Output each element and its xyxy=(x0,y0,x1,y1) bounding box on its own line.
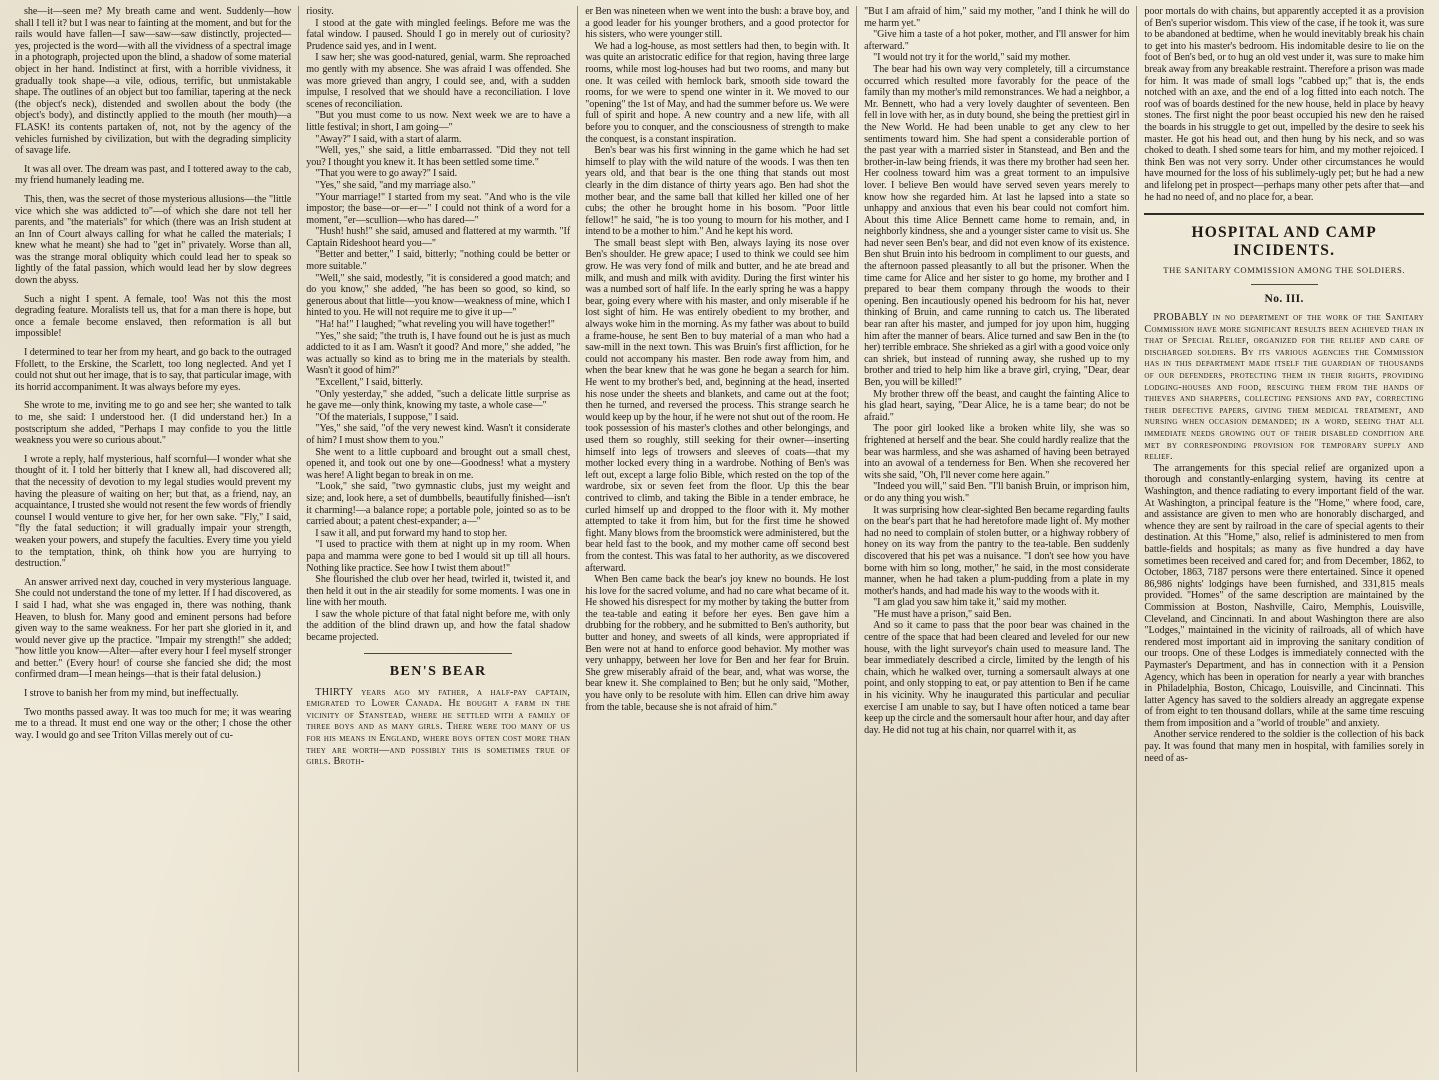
paragraph: "He must have a prison," said Ben. xyxy=(873,608,1012,620)
paragraph: "Your marriage!" I started from my seat. "And who is the vile impostor; the base—or—er—" I could not think of a word for a moment, "er—scullion—who has dared—" xyxy=(306,191,571,226)
paragraph: Ben's bear was his first winning in the game which he had set himself to play with the wild nature of the woods. I was then ten years old, and that bear is the one thing that stands out most clearly in the dim distance of thirty years ago. Ben had shot the mother bear, and the same ball that killed her killed one of her cubs; the other he brought home in his bosom. "Poor little fellow!" he said, "he is too young to mourn for his mother, and I intend to be a mother to him." And he kept his word. xyxy=(585,145,850,238)
paragraph: The poor girl looked like a broken white lily, she was so frightened at herself and the bear. She could hardly realize that the bear was harmless, and she was ashamed of having been betrayed into an avowal of a tenderness for Ben. When she recovered her wits she said, "Oh, I'll never come here again." xyxy=(864,423,1130,481)
section-title: HOSPITAL AND CAMP INCIDENTS. xyxy=(1191,224,1377,260)
paragraph: I saw it all, and put forward my hand to stop her. xyxy=(315,527,508,539)
paragraph: The bear had his own way very completely, till a circumstance occurred which resulted more favorably for the peace of the family than my mother's mild remonstrances. We had a neighbor, a Mr. Bennett, who had a very lovely daughter of seventeen. Ben fell in love with her, as in duty bound, she being the prettiest girl in the New World. He had been unable to get any clew to her sentiments toward him. She had spent a considerable portion of the past year with a married sister in Stanstead, and Ben and the brother-in-law being friends, it was there my brother had seen her. Her coolness toward him was a great torment to an impulsive lover. I believe Ben would have served seven years merely to know how she regarded him. At last he lapsed into a state so unhappy and anxious that even his bear could not comfort him. About this time Alice Bennett came home to remain, and, in neighborly kindness, she and a younger sister came to visit us. She had never seen Ben's bear, and did not even know of its existence. Ben shut Bruin into his bedroom in compliment to our guests, and the afternoon passed pleasantly to all but the prisoner. When the time came for Alice and her sister to go home, my brother and I prepared to bear them company through the woods to their opening. Ben incautiously opened his bedroom for his hat, never thinking of Bruin, and came running to catch us. The liberated bear ran after his master, and jumped for joy upon him, hugging him after the manner of bears. Alice turned and saw Ben in the (to her) terrible embrace. She shrieked as a girl with a good voice only can shriek, but instead of running away, she rushed up to my brother and tried to help him like a brave girl, crying, "Dear, dear Ben, you will be killed!" xyxy=(864,63,1130,388)
paragraph: And so it came to pass that the poor bear was chained in the centre of the space that had been cleared and leveled for our new house, with the light surveyor's chain used to measure land. The bear immediately described a circle, limited by the length of his chain, which he walked over, turning a somersault always at one point, and only stopping to eat, or pay attention to Ben if he came in his vicinity. Why he inaugurated this particular and peculiar exercise I am unable to say, but I have often noticed a tame bear keep up the circle and the somersault hour after hour, and day after day. He did not tug at his chain, nor quarrel with it, as xyxy=(864,620,1130,736)
paragraph: "Well," she said, modestly, "it is considered a good match; and do you know," she added, "he has been so good, so kind, so generous about that little—you know—weakness of mine, which I hinted to you. He will not require me to give it up—" xyxy=(306,272,571,319)
divider xyxy=(1251,284,1318,285)
column-4 xyxy=(856,6,1136,1072)
section-number: No. III. xyxy=(1264,293,1304,306)
paragraph: poor mortals do with chains, but apparently accepted it as a provision of Ben's superior wisdom. This view of the case, if he took it, was sure to be abandoned at bedtime, when he would inevitably break his chain to get into his master's bedroom. His indomitable desire to lie on the foot of Ben's bed, or to hug an old vest under it, was sure to make him break away from any breakable restraint. Therefore a prison was made for him. It was made of small logs "cabbed up;" that is, the ends notched with an axe, and the end of a log fitted into each notch. The roof was of boards destined for the new house, held in place by heavy stones. The first night the poor beast occupied his new den he raised the boards in his struggle to get out, impelled by the desire to seek his master. He got his head out, and then hung by his neck, and so was choked to death. I shed some tears for him, and my mother rejoiced. I think Ben was not very sorry. Under other circumstances he would have mourned for the loss of his sublimely-ugly pet; but he had a new and lifelong pet in prospect—perhaps many other pets after that—and he had no need of, and no place for, a bear. xyxy=(1144,6,1424,203)
paragraph: She wrote to me, inviting me to go and see her; she wanted to talk to me, she said: I understood her. (I did understand her.) In a postscriptum she added, "Perhaps I may confide to you the little weakness you were so curious about." xyxy=(15,400,292,447)
paragraph: "Excellent," I said, bitterly. xyxy=(315,377,423,388)
paragraph: "Better and better," I said, bitterly; "nothing could be better or more suitable." xyxy=(306,249,571,273)
paragraph: An answer arrived next day, couched in very mysterious language. She could not understand the tone of my letter. If I had discovered, as I said I had, what she was engaged in, there was nothing, thank Heaven, to blush for. Many good and eminent persons had before given way to the same weakness. For her part she gloried in it, and would never give up the practice. "Impair my strength!" she added; "how little you know—Alter—after every hour I feel myself stronger and better." (Every hour! of course she fancied she did; the most confirmed dram—I mean heings—that is their fatal delusion.) xyxy=(15,576,292,681)
paragraph: THIRTY years ago my father, a half-pay captain, emigrated to Lower Canada. He bought a farm in the vicinity of Stanstead, where he settled with a family of three boys and as many girls. There were too many of us for his means in England, where boys often cost more than they are worth—and possibly this is sometimes true of girls. Broth- xyxy=(306,686,571,768)
column-2 xyxy=(298,6,577,1072)
paragraph: "I used to practice with them at night up in my room. When papa and mamma were gone to bed I would sit up till all hours. Nothing like practice. See how I twist them about!" xyxy=(306,539,571,574)
paragraph: "Yes," she said; "the truth is, I have found out he is just as much addicted to it as I am. Wasn't it good? And more," she added, "he was actually so kind as to bring me in the materials by stealth. Wasn't it good of him?" xyxy=(306,330,571,377)
paragraph: "Yes," she said, "and my marriage also." xyxy=(315,179,476,191)
paragraph: I wrote a reply, half mysterious, half scornful—I wonder what she thought of it. I told her bitterly that I knew all, had discovered all; that the necessity of devotion to my legal studies would prevent my having the pleasure of waiting on her; but that, as a friend, nay, an acquaintance, I trusted she would not resent the few words of friendly counsel I would venture to give her, for her own sake. "Fly," I said, "fly the fatal seduction; it will gradually impair your strength, weaken your powers, and stupefy the faculties. Every time you yield to the temptation, think, oh think how you are hurrying to destruction." xyxy=(15,453,292,570)
column-5 xyxy=(1136,6,1431,1072)
paragraph: "But you must come to us now. Next week we are to have a little festival; in short, I am going—" xyxy=(306,110,571,133)
paragraph: "Well, yes," she said, a little embarrassed. "Did they not tell you? I thought you knew it. It has been settled some time." xyxy=(306,145,571,168)
divider xyxy=(364,653,512,654)
paragraph: Another service rendered to the soldier is the collection of his back pay. It was found that many men in hospital, with families sorely in need of as- xyxy=(1144,729,1424,764)
paragraph: I stood at the gate with mingled feelings. Before me was the fatal window. I paused. Should I go in merely out of curiosity? Prudence said yes, and in I went. xyxy=(306,17,571,52)
paragraph: "That you were to go away?" I said. xyxy=(315,168,458,180)
paragraph: "Hush! hush!" she said, amused and flattered at my warmth. "If Captain Rideshoot heard you—" xyxy=(306,226,571,249)
paragraph: "Of the materials, I suppose," I said. xyxy=(315,411,459,423)
paragraph: "Look," she said, "two gymnastic clubs, just my weight and size; and, look here, a set of dumbbells, beautifully finished—isn't it charming!—a balance rope; a portable pole, jointed so as to be carried about; a patent chest-expander; a—" xyxy=(306,481,571,528)
paragraph: I saw the whole picture of that fatal night before me, with only the addition of the blind drawn up, and how the fatal shadow became projected. xyxy=(306,608,571,644)
paragraph: It was all over. The dream was past, and I tottered away to the cab, my friend humanely leading me. xyxy=(15,163,292,187)
paragraph: The small beast slept with Ben, always laying its nose over Ben's shoulder. He grew apace; I used to think we could see him grow. He was very fond of milk and butter, and he ate bread and milk, and mush and milk with avidity. During the first winter his was a numbed sort of half life. In the early spring he was a happy bear, going every where with his master, and only miserable if he lost sight of him. He was entirely obedient to my brother, and always woke him in the morning. As my father was about to build a frame-house, he sent Ben to buy material of a man who had a saw-mill in the next town. This was Bruin's first affliction, for he could not accompany his master. Ben rode away from him, and when the bear knew that he was gone he began a search for him. He went to my brother's bed, and, beginning at the head, inserted his nose under the sheets and blankets, and came out at the foot; then he turned, and reversed the process. This strange search he would keep up by the hour, if he were not shut out of the room. He took possession of his master's clothes and other belongings, and used them so roughly, still seeking for their owner—inserting himself into legs of trowsers and sleeves of coats—that my mother locked every thing in a wardrobe. Nothing of Ben's was left out, except a large folio Bible, which rested on the top of the wardrobe, six or seven feet from the floor. Up this the bear contrived to climb, and taking the Bible in a tender embrace, he curled himself up and dropped to the floor with it. My mother attempted to take it from him, but for the first time he showed fight. Many blows from the broomstick were administered, but the bear held fast to the book, and my mother came off second best from the contest. This was fatal to her authority, as we discovered afterward. xyxy=(585,237,850,574)
section-subtitle: THE SANITARY COMMISSION AMONG THE SOLDIERS. xyxy=(1163,265,1406,276)
column-1 xyxy=(8,6,298,1072)
paragraph: "But I am afraid of him," said my mother, "and I think he will do me harm yet." xyxy=(864,6,1130,29)
paragraph: It was surprising how clear-sighted Ben became regarding faults on the bear's part that he had heretofore made light of. My mother had no need to complain of stolen butter, or a highway robbery of honey on its way from the pantry to the tea-table. Ben suddenly discovered that his pet was a nuisance. "I don't see how you have borne with him so long, mother," he said, in the most considerate manner, when he had taken a plum-pudding from a plate in my mother's hands, and had made his way to the woods with it. xyxy=(864,504,1130,597)
paragraph: "I would not try it for the world," said my mother. xyxy=(873,52,1071,64)
story-title: BEN'S BEAR xyxy=(389,663,487,679)
paragraph: I strove to banish her from my mind, but ineffectually. xyxy=(24,688,239,700)
paragraph: riosity. xyxy=(306,6,334,17)
paragraph: "Away?" I said, with a start of alarm. xyxy=(315,133,462,145)
paragraph: PROBABLY in no department of the work of the Sanitary Commission have more significant results been achieved than in that of Special Relief, organized for the relief and care of discharged soldiers. By its various agencies the Commission has in this department made itself the guardian of thousands of our defenders, protecting them in their rights, providing lodging-houses and food, rescuing them from the hands of thieves and sharpers, collecting pensions and pay, correcting their defective papers, giving them medical treatment, and nursing when occasion demanded; in a word, seeing that all immediate needs growing out of their disabled condition are met by corresponding provision for temporary supply and relief. xyxy=(1144,312,1424,463)
paragraph: Such a night I spent. A female, too! Was not this the most degrading feature. Moralists tell us, that for a man there is hope, but once a female become enslaved, then reformation is all but impossible! xyxy=(15,293,292,340)
paragraph: She flourished the club over her head, twirled it, twisted it, and then held it out in the air steadily for some moments. I was one in line with her mouth. xyxy=(306,574,571,609)
paragraph: "Ha! ha!" I laughed; "what reveling you will have together!" xyxy=(315,319,555,331)
paragraph: We had a log-house, as most settlers had then, to begin with. It was quite an aristocratic edifice for that region, having three large rooms, while most log-houses had but two rooms, and many but one. It was ceiled with hemlock bark, smooth side toward the rooms, for we were to spend one winter in it. We moved to our "opening" the 1st of May, and had the summer before us. We were full of spirit and hope. A new country and a new life, with all before you to conquer, and the consciousness of strength to make the conquest, is a constant inspiration. xyxy=(585,40,850,145)
paragraph: When Ben came back the bear's joy knew no bounds. He lost his love for the sacred volume, and had no care what became of it. He showed his disrespect for my mother by taking the butter from the tea-table and eating it before her eyes. Ben gave him a drubbing for the robbery, and he submitted to Ben's authority, but butter and honey, and sweets of all kinds, were appropriated if Ben were not at hand to enforce good behavior. My mother was very unhappy, between her love for Ben and her fear for Bruin. She grew miserably afraid of the bear, and, what was worse, the bear knew it. She complained to Ben; but he only said, "Mother, you have only to be resolute with him. Ellen can drive him away from the table, because she is not afraid of him." xyxy=(585,574,850,713)
paragraph: "Indeed you will," said Ben. "I'll banish Bruin, or imprison him, or do any thing you wish." xyxy=(864,481,1130,504)
paragraph: "I am glad you saw him take it," said my mother. xyxy=(873,597,1067,609)
paragraph: The arrangements for this special relief are organized upon a thorough and constantly-enlarging system, having its centre at Washington, and thence radiating to every important field of the war. At Washington, a principal feature is the "Home," where food, care, and assistance are given to men who are honorably discharged, and whence they are sent by railroad in the care of special agents to their destination. At this "Home," also, relief is administered to men from battle-fields and hospitals; as many as five hundred a day have sometimes been received and cared for; and from December, 1862, to October, 1863, 7187 persons were there entertained. Since it opened 86,986 nights' lodgings have been furnished, and 331,815 meals provided. "Homes" of the same description are maintained by the Commission at Boston, Nashville, Cairo, Memphis, Louisville, Cleveland, and Cincinnati. In and about Washington there are also "Lodges," maintained in the vicinity of railroads, all of which have rendered most important aid in improving the sanitary condition of our troops. One of these Lodges is immediately connected with the Paymaster's Department, and has in connection with it a Pension Agency, which has been in operation for nearly a year with branches in Philadelphia, Boston, Chicago, Louisville, and Cincinnati. This latter Agency has saved to the soldiers already an aggregate expense of from eight to ten thousand dollars, while at the same time rescuing them from imposition and a "world of trouble" and anxiety. xyxy=(1144,462,1424,729)
paragraph: This, then, was the secret of those mysterious allusions—the "little vice which she was addicted to"—of which she dare not tell her parents, and "the materials" for which (there was an Irish student at an Inn of Court always calling for what he called the materials; I knew what he meant) she had to "get in" privately. Worse than all, was the strange moral obliquity which could lead her to speak so lightly of the fatal passion, which would lead her by slow degrees down the abyss. xyxy=(15,193,292,287)
paragraph: I determined to tear her from my heart, and go back to the outraged Ffollett, to the Erskine, the Scarlett, too long neglected. And yet I could not shut out her image, that is to say, that particular image, with its horrid accompaniment. It was always before my eyes. xyxy=(15,347,292,393)
paragraph: Two months passed away. It was too much for me; it was wearing me to a thread. It must end one way or the other; I chose the other way. I would go and see Triton Villas merely out of cu- xyxy=(15,706,292,741)
paragraph: I saw her; she was good-natured, genial, warm. She reproached mo gently with my absence. She was afraid I was offended. She was more grieved than angry, I could see, and, with a sudden impulse, I resolved that we should have a reconciliation. I love scenes of reconciliation. xyxy=(306,52,571,110)
paragraph: "Yes," she said, "of the very newest kind. Wasn't it considerate of him? I must show them to you." xyxy=(306,423,571,446)
divider xyxy=(1144,213,1424,215)
paragraph: She went to a little cupboard and brought out a small chest, opened it, and took out one by one—Goodness! what a mystery was here! A light began to break in on me. xyxy=(306,446,571,481)
paragraph: "Give him a taste of a hot poker, mother, and I'll answer for him afterward." xyxy=(864,29,1130,52)
paragraph: she—it—seen me? My breath came and went. Suddenly—how shall I tell it? but I was near to fainting at the moment, and but for the rails would have fallen—I saw—saw—saw distinctly, projected—yes, projected is the word—with all the vividness of a spectral image in a photograph, projected upon the blind, a shadow of some material object in her hand. Indistinct at first, with a horrible vividness, it gradually took shape—a vile, odious, terrific, but unmistakable shape. The outlines of an object but too familiar, tapering at the neck (the object's neck), distended and swollen about the body (the object's body), and distinctly applied to the mouth (her mouth)—a FLASK! its contents partaken of, not, not by the agency of the vehicles furnished by civilization, but with the degrading simplicity of savage life. xyxy=(15,6,292,157)
paragraph: "Only yesterday," she added, "such a delicate little surprise as he gave me—only think, knowing my taste, a whole case—" xyxy=(306,388,571,412)
column-3 xyxy=(577,6,856,1072)
paragraph: My brother threw off the beast, and caught the fainting Alice to his glad heart, saying, "Dear Alice, he is a tame bear; do not be afraid." xyxy=(864,388,1130,423)
paragraph: er Ben was nineteen when we went into the bush: a brave boy, and a good leader for his younger brothers, and a good protector for his sisters, who were younger still. xyxy=(585,6,850,41)
